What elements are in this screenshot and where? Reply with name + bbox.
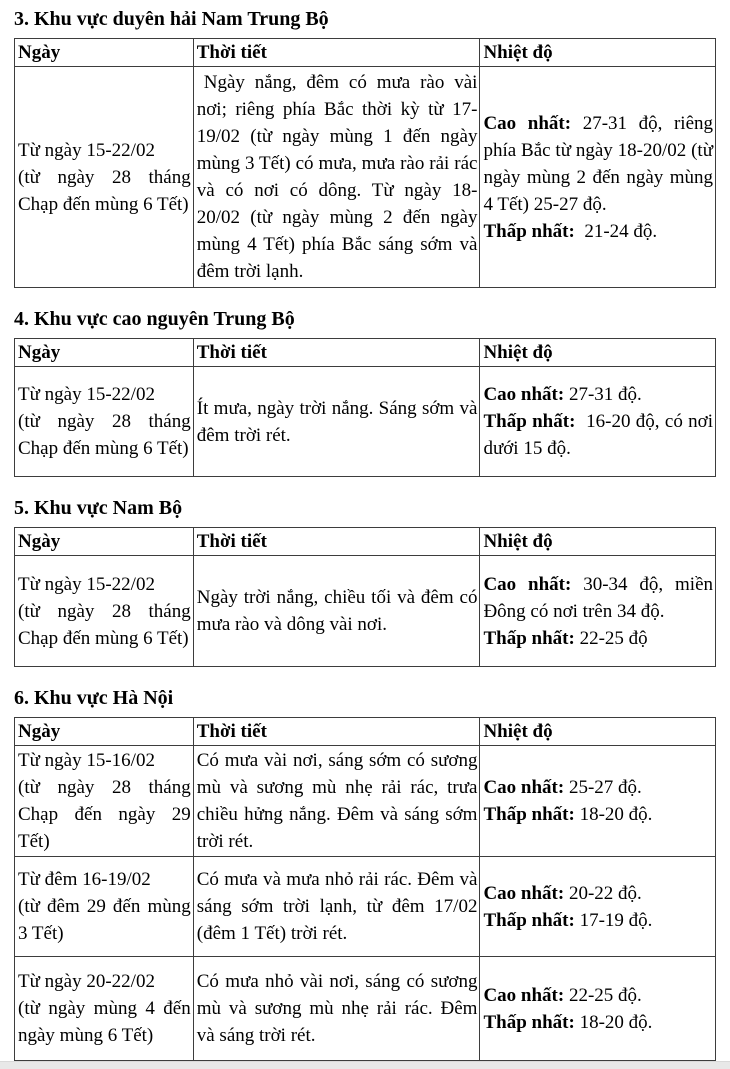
temp-high xyxy=(483,880,713,907)
temp-low-label: Thấp nhất: xyxy=(483,909,575,931)
column-header-temp: Nhiệt độ xyxy=(480,339,716,367)
temp-cell xyxy=(480,857,716,957)
date-range: Từ ngày 15-16/02 xyxy=(18,750,155,771)
temp-high-value: 20-22 độ. xyxy=(568,882,642,904)
date-cell xyxy=(15,367,194,477)
section-title: 5. Khu vực Nam Bộ xyxy=(14,497,183,519)
column-header-date: Ngày xyxy=(15,39,194,67)
table-row xyxy=(15,857,716,957)
column-header-temp: Nhiệt độ xyxy=(480,718,716,746)
date-range: Từ ngày 15-22/02 xyxy=(18,573,155,595)
column-header-weather: Thời tiết xyxy=(193,39,480,67)
date-cell xyxy=(15,67,194,288)
date-paren: (từ ngày 28 tháng Chạp đến mùng 6 Tết) xyxy=(18,600,191,649)
temp-cell xyxy=(480,957,716,1061)
temp-cell xyxy=(480,367,716,477)
temp-low-value: 17-19 độ. xyxy=(579,909,653,931)
column-header-date: Ngày xyxy=(15,718,194,746)
temp-high-value: 22-25 độ. xyxy=(568,984,642,1006)
temp-low-label: Thấp nhất: xyxy=(483,804,575,825)
weather-cell: Ngày nắng, đêm có mưa rào vài nơi; riêng phía Bắc thời kỳ từ 17-19/02 (từ ngày mùng 1 đến ngày mùng 3 Tết) có mưa, mưa rào rải rác và có nơi có dông. Từ ngày 18-20/02 (từ ngày mùng 2 đến ngày mùng 4 Tết) phía Bắc sáng sớm và đêm trời lạnh. xyxy=(193,67,480,288)
page-bottom-strip xyxy=(0,1061,730,1069)
column-header-date: Ngày xyxy=(15,339,194,367)
section-ha-noi xyxy=(14,687,716,1061)
table-row xyxy=(15,746,716,857)
section-nam-bo xyxy=(14,497,716,667)
temp-low xyxy=(483,801,713,828)
temp-high xyxy=(483,110,713,218)
weather-cell: Ít mưa, ngày trời nắng. Sáng sớm và đêm trời rét. xyxy=(193,367,480,477)
weather-cell: Có mưa nhỏ vài nơi, sáng có sương mù và sương mù nhẹ rải rác. Đêm và sáng trời rét. xyxy=(193,957,480,1061)
temp-high-label: Cao nhất: xyxy=(483,384,565,405)
date-paren: (từ ngày 28 tháng Chạp đến mùng 6 Tết) xyxy=(18,411,191,459)
column-header-temp: Nhiệt độ xyxy=(480,39,716,67)
temp-low-value: 16-20 độ, có nơi dưới 15 độ. xyxy=(483,411,713,459)
temp-high-label: Cao nhất: xyxy=(483,882,565,904)
date-range: Từ ngày 20-22/02 xyxy=(18,971,155,992)
temp-high xyxy=(483,571,713,625)
table-row xyxy=(15,67,716,288)
section-title: 6. Khu vực Hà Nội xyxy=(14,687,174,709)
section-cao-nguyen-trung-bo xyxy=(14,308,716,477)
temp-low-value: 22-25 độ xyxy=(579,627,648,649)
section-title: 4. Khu vực cao nguyên Trung Bộ xyxy=(14,308,295,330)
date-range: Từ ngày 15-22/02 xyxy=(18,139,155,161)
temp-low xyxy=(483,625,713,652)
date-cell xyxy=(15,857,194,957)
weather-cell: Ngày trời nắng, chiều tối và đêm có mưa rào và dông vài nơi. xyxy=(193,556,480,667)
weather-table xyxy=(14,38,716,288)
temp-low-value: 21-24 độ. xyxy=(579,220,658,242)
temp-cell xyxy=(480,556,716,667)
date-cell xyxy=(15,746,194,857)
temp-high-label: Cao nhất: xyxy=(483,112,572,134)
date-cell xyxy=(15,957,194,1061)
date-paren: (từ đêm 29 đến mùng 3 Tết) xyxy=(18,896,191,944)
temp-high-label: Cao nhất: xyxy=(483,573,572,595)
section-nam-trung-bo xyxy=(14,8,716,288)
date-paren: (từ ngày 28 tháng Chạp đến mùng 6 Tết) xyxy=(18,166,191,215)
temp-low xyxy=(483,1009,713,1036)
temp-low-label: Thấp nhất: xyxy=(483,627,575,649)
temp-high xyxy=(483,982,713,1009)
section-title: 3. Khu vực duyên hải Nam Trung Bộ xyxy=(14,8,329,30)
weather-table xyxy=(14,338,716,477)
table-row xyxy=(15,367,716,477)
temp-low xyxy=(483,408,713,462)
temp-high-value: 25-27 độ. xyxy=(568,777,642,798)
date-cell xyxy=(15,556,194,667)
weather-cell: Có mưa và mưa nhỏ rải rác. Đêm và sáng sớm trời lạnh, từ đêm 17/02 (đêm 1 Tết) trời rét. xyxy=(193,857,480,957)
temp-low xyxy=(483,907,713,934)
column-header-weather: Thời tiết xyxy=(193,528,480,556)
table-row xyxy=(15,556,716,667)
weather-table xyxy=(14,527,716,667)
column-header-weather: Thời tiết xyxy=(193,718,480,746)
temp-low-label: Thấp nhất: xyxy=(483,411,576,432)
temp-low-label: Thấp nhất: xyxy=(483,1011,575,1033)
temp-high-value: 27-31 độ, riêng phía Bắc từ ngày 18-20/02 (từ ngày mùng 2 đến ngày mùng 4 Tết) 25-27 độ. xyxy=(483,112,714,215)
temp-high-label: Cao nhất: xyxy=(483,777,565,798)
temp-low-label: Thấp nhất: xyxy=(483,220,575,242)
weather-cell: Có mưa vài nơi, sáng sớm có sương mù và sương mù nhẹ rải rác, trưa chiều hửng nắng. Đêm và sáng sớm trời rét. xyxy=(193,746,480,857)
weather-table xyxy=(14,717,716,1061)
date-paren: (từ ngày mùng 4 đến ngày mùng 6 Tết) xyxy=(18,998,191,1046)
temp-high xyxy=(483,381,713,408)
temp-low-value: 18-20 độ. xyxy=(579,1011,653,1033)
temp-high-value: 30-34 độ, miền Đông có nơi trên 34 độ. xyxy=(483,573,713,622)
column-header-date: Ngày xyxy=(15,528,194,556)
temp-cell xyxy=(480,746,716,857)
temp-cell xyxy=(480,67,716,288)
table-row xyxy=(15,957,716,1061)
date-range: Từ đêm 16-19/02 xyxy=(18,869,151,890)
temp-low-value: 18-20 độ. xyxy=(579,804,653,825)
date-range: Từ ngày 15-22/02 xyxy=(18,384,155,405)
temp-high-label: Cao nhất: xyxy=(483,984,565,1006)
date-paren: (từ ngày 28 tháng Chạp đến ngày 29 Tết) xyxy=(18,777,191,852)
temp-high xyxy=(483,774,713,801)
column-header-temp: Nhiệt độ xyxy=(480,528,716,556)
temp-high-value: 27-31 độ. xyxy=(568,384,642,405)
column-header-weather: Thời tiết xyxy=(193,339,480,367)
temp-low xyxy=(483,218,713,245)
